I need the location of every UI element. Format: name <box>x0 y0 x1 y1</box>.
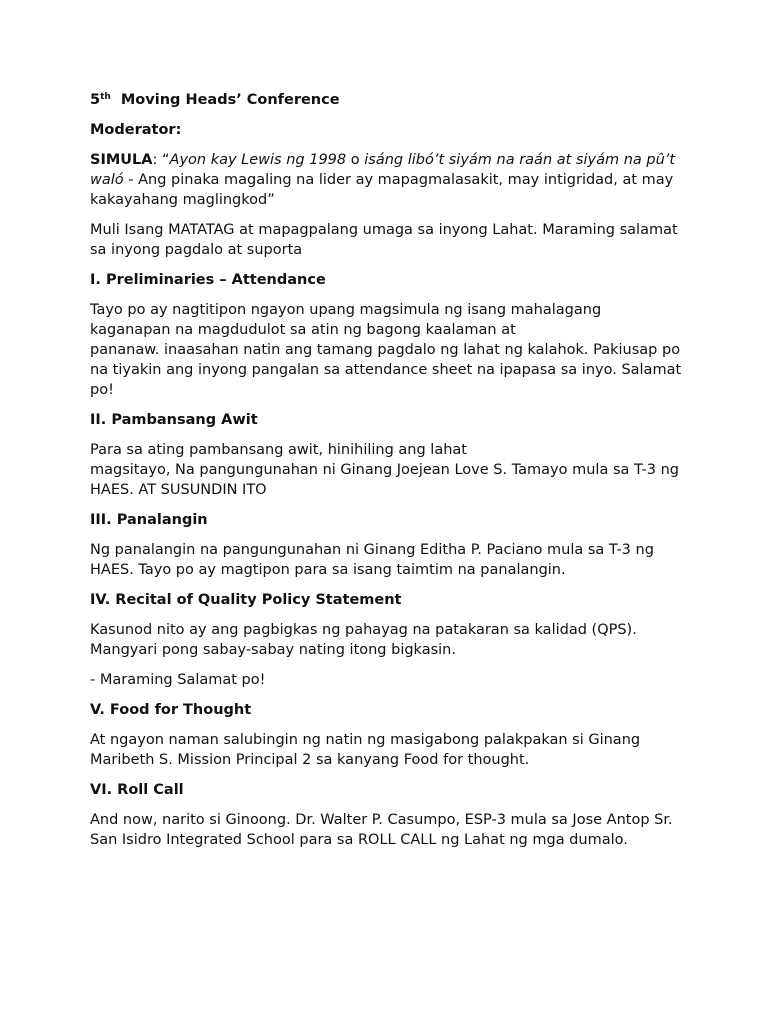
roll-call-paragraph: And now, narito si Ginoong. Dr. Walter P. Casumpo, ESP-3 mula sa Jose Antop Sr. San Isidro Integrated School para sa ROLL CALL ng Lahat ng mga dumalo. <box>90 812 673 848</box>
section-heading-roll-call: VI. Roll Call <box>90 782 184 798</box>
greeting-paragraph: Muli Isang MATATAG at mapagpalang umaga sa inyong Lahat. Maraming salamat sa inyong pagdalo at suporta <box>90 222 678 258</box>
section-heading-panalangin: III. Panalangin <box>90 512 208 528</box>
preliminaries-text-b: pananaw. inaasahan natin ang tamang pagdalo ng lahat ng kalahok. Pakiusap po na tiyakin ang inyong pangalan sa attendance sheet na ipapasa sa inyo. Salamat po! <box>90 342 682 398</box>
title-text: Moving Heads’ Conference <box>120 92 340 108</box>
panalangin-paragraph: Ng panalangin na pangungunahan ni Ginang Editha P. Paciano mula sa T-3 ng HAES. Tayo po ay magtipon para sa isang taimtim na panalangin. <box>90 542 654 578</box>
section-heading-quality-policy: IV. Recital of Quality Policy Statement <box>90 592 402 608</box>
pambansang-awit-text-a: Para sa ating pambansang awit, hinihiling ang lahat <box>90 442 467 458</box>
simula-quote-part-1: Ayon kay Lewis ng 1998 <box>169 152 347 168</box>
simula-paragraph <box>90 150 682 210</box>
simula-quote-rest: - Ang pinaka magaling na lider ay mapagmalasakit, may intigridad, at may kakayahang maglingkod” <box>90 172 674 208</box>
preliminaries-paragraph <box>90 300 682 400</box>
pambansang-awit-paragraph <box>90 440 682 500</box>
title-number: 5 <box>90 92 101 108</box>
food-for-thought-paragraph: At ngayon naman salubingin ng natin ng masigabong palakpakan si Ginang Maribeth S. Mission Principal 2 sa kanyang Food for thought. <box>90 732 641 768</box>
pambansang-awit-text-b: magsitayo, Na pangungunahan ni Ginang Joejean Love S. Tamayo mula sa T-3 ng HAES. AT SUSUNDIN ITO <box>90 462 679 498</box>
document-body <box>90 90 682 860</box>
section-heading-food-for-thought: V. Food for Thought <box>90 702 252 718</box>
simula-quote-part-2: isáng libó’t siyám na raán at siyám na pû’t waló <box>90 152 676 188</box>
simula-colon: : “ <box>152 152 170 168</box>
section-heading-preliminaries: I. Preliminaries – Attendance <box>90 272 326 288</box>
document-title <box>90 90 682 110</box>
quality-policy-paragraph: Kasunod nito ay ang pagbigkas ng pahayag na patakaran sa kalidad (QPS). Mangyari pong sabay-sabay nating itong bigkasin. <box>90 622 637 658</box>
section-heading-pambansang-awit: II. Pambansang Awit <box>90 412 258 428</box>
preliminaries-text-a: Tayo po ay nagtitipon ngayon upang magsimula ng isang mahalagang kaganapan na magdudulot sa atin ng bagong kaalaman at <box>90 302 602 338</box>
simula-conjunction: o <box>346 152 365 168</box>
moderator-label: Moderator: <box>90 122 182 138</box>
simula-label: SIMULA <box>90 152 153 168</box>
title-ordinal-suffix: th <box>100 92 111 102</box>
quality-policy-thanks: - Maraming Salamat po! <box>90 672 266 688</box>
